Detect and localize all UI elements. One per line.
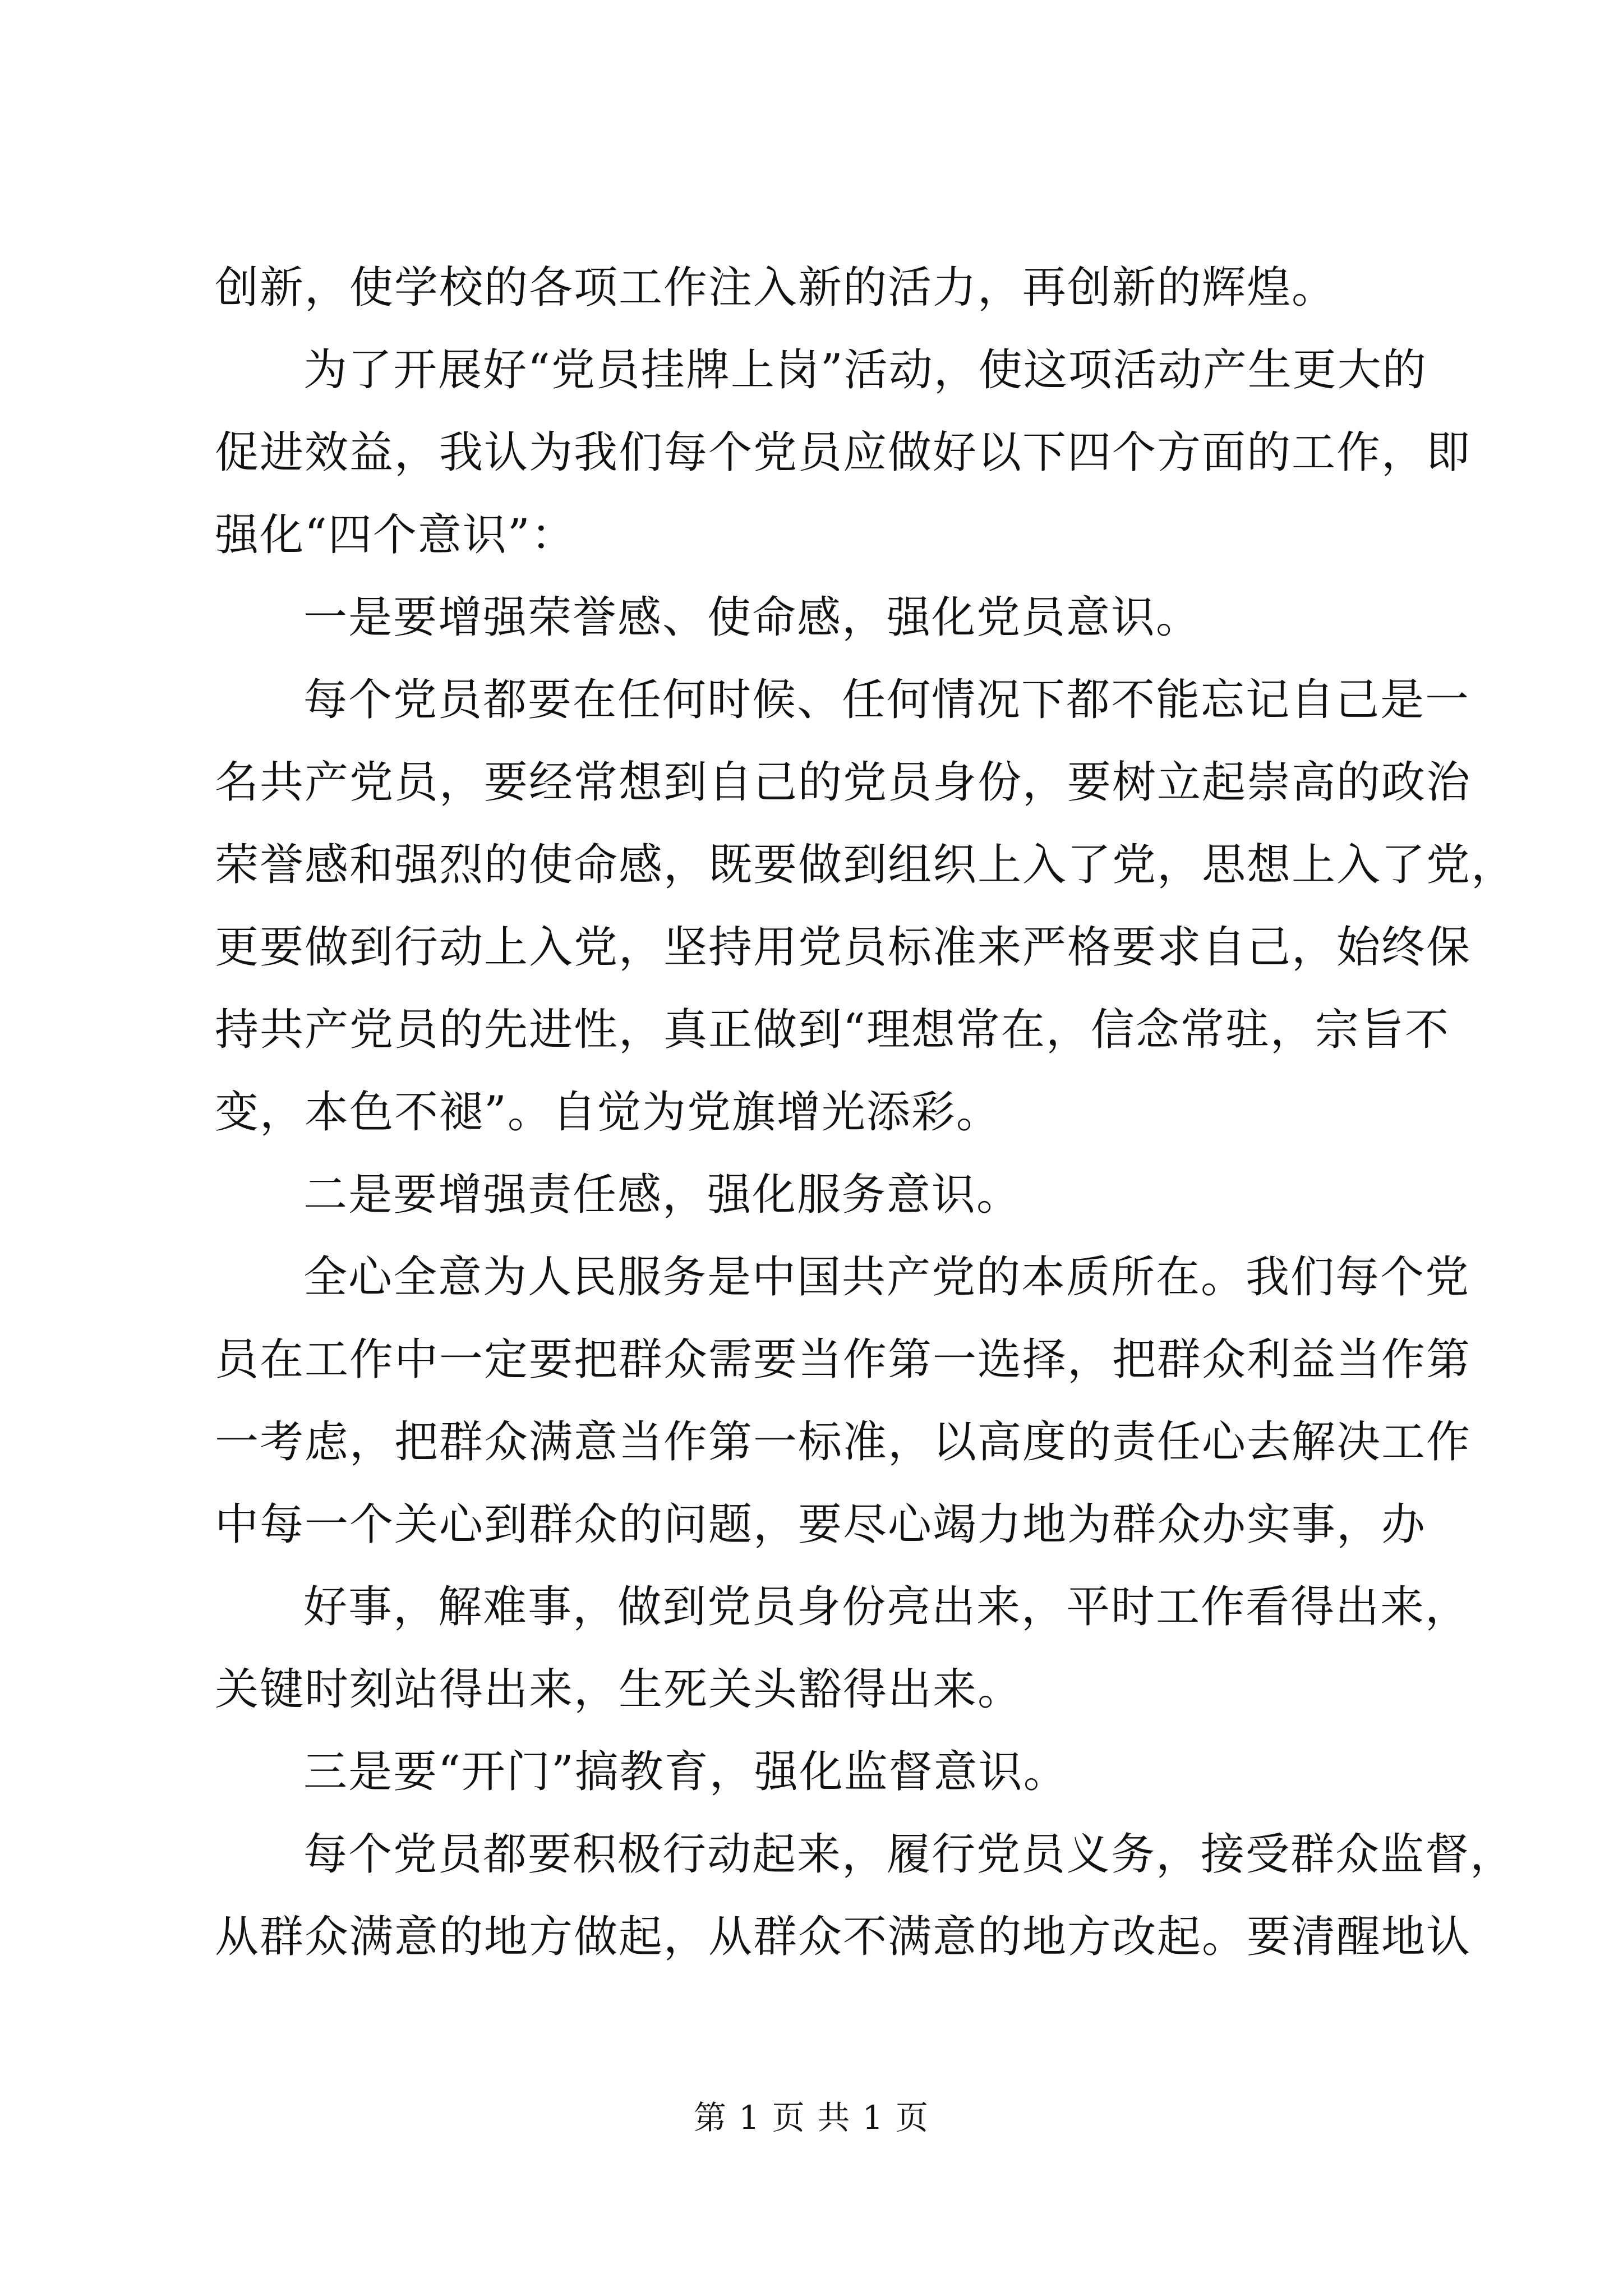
text-line: 三是要“开门”搞教育，强化监督意识。	[303, 1747, 1068, 1797]
text-line: 强化“四个意识”：	[215, 510, 576, 560]
text-line: 更要做到行动上入党，坚持用党员标准来严格要求自己，始终保	[215, 922, 1472, 973]
text-line: 一考虑，把群众满意当作第一标准，以高度的责任心去解决工作	[215, 1417, 1472, 1467]
text-line: 从群众满意的地方做起，从群众不满意的地方改起。要清醒地认	[215, 1912, 1472, 1962]
text-line: 关键时刻站得出来，生死关头豁得出来。	[215, 1664, 1023, 1715]
text-line: 促进效益，我认为我们每个党员应做好以下四个方面的工作，即	[215, 427, 1472, 478]
text-line: 好事，解难事，做到党员身份亮出来，平时工作看得出来，	[303, 1582, 1470, 1632]
text-line: 全心全意为人民服务是中国共产党的本质所在。我们每个党	[303, 1252, 1470, 1303]
text-line: 每个党员都要积极行动起来，履行党员义务，接受群众监督，	[303, 1829, 1515, 1880]
text-line: 创新，使学校的各项工作注入新的活力，再创新的辉煌。	[215, 263, 1337, 313]
text-line: 为了开展好“党员挂牌上岗”活动，使这项活动产生更大的	[303, 345, 1427, 395]
text-line: 员在工作中一定要把群众需要当作第一选择，把群众利益当作第	[215, 1335, 1472, 1385]
document-body	[215, 247, 1516, 1978]
text-line: 二是要增强责任感，强化服务意识。	[303, 1170, 1022, 1220]
text-line: 变，本色不褪”。自觉为党旗增光添彩。	[215, 1087, 1001, 1138]
text-line: 荣誉感和强烈的使命感，既要做到组织上入了党，思想上入了党，	[215, 840, 1516, 890]
text-line: 中每一个关心到群众的问题，要尽心竭力地为群众办实事，办	[215, 1499, 1427, 1550]
page-footer: 第 1 页 共 1 页	[694, 2099, 929, 2137]
text-line: 一是要增强荣誉感、使命感，强化党员意识。	[303, 592, 1201, 643]
text-line: 每个党员都要在任何时候、任何情况下都不能忘记自己是一	[303, 675, 1470, 725]
text-line: 名共产党员，要经常想到自己的党员身份，要树立起崇高的政治	[215, 757, 1472, 808]
text-line: 持共产党员的先进性，真正做到“理想常在，信念常驻，宗旨不	[215, 1005, 1450, 1055]
